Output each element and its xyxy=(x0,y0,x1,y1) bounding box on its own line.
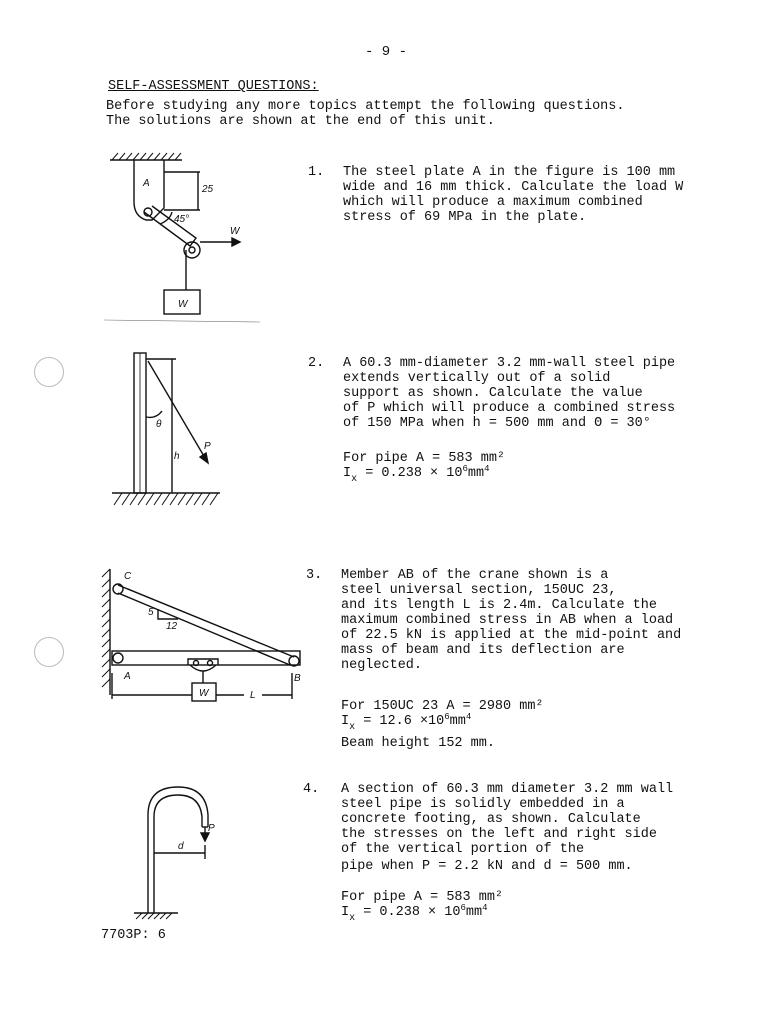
property-ix: $I_x = 0.238 \times 10^6mm^4$ xyxy=(343,464,490,485)
section-heading: SELF-ASSESSMENT QUESTIONS: xyxy=(108,79,319,94)
fig2-label-height: h xyxy=(174,451,180,462)
question-line: stress of 69 MPa in the plate. xyxy=(343,210,587,225)
fig1-label-dim: 25 xyxy=(202,184,214,195)
question-line: of 22.5 kN is applied at the mid-point and xyxy=(341,628,682,643)
page-number: - 9 - xyxy=(365,44,408,60)
property-ix: $I_x = 0.238 \times 10^6mm^4$ xyxy=(341,903,488,924)
question-number: 1. xyxy=(308,165,325,180)
question-2-properties xyxy=(343,451,506,485)
punch-hole-bottom xyxy=(34,637,64,667)
question-1-text xyxy=(343,165,683,225)
fig3-label-12: 12 xyxy=(166,621,178,632)
fig4-label-force: P xyxy=(208,823,215,834)
property-line: For pipe A = 583 mm² xyxy=(341,890,504,905)
fig2-label-angle: θ xyxy=(156,419,162,430)
figure-q2-pipe-support xyxy=(108,345,238,520)
question-number: 2. xyxy=(308,356,325,371)
question-4-text xyxy=(341,782,673,874)
property-line: For 150UC 23 A = 2980 mm² xyxy=(341,699,544,714)
fig1-label-a: A xyxy=(143,178,150,189)
question-number: 4. xyxy=(303,782,320,797)
question-line: Member AB of the crane shown is a xyxy=(341,568,609,583)
figure-q1-plate-load xyxy=(100,150,280,330)
question-line: concrete footing, as shown. Calculate xyxy=(341,812,641,827)
footer-code: 7703P: 6 xyxy=(101,928,166,943)
fig1-label-weight: W xyxy=(178,299,188,310)
question-line: support as shown. Calculate the value xyxy=(343,386,643,401)
property-ix: $I_x = 12.6 \times 10^6mm^4$ xyxy=(341,712,472,733)
question-line: of the vertical portion of the xyxy=(341,842,585,857)
punch-hole-top xyxy=(34,357,64,387)
fig2-label-force: P xyxy=(204,441,211,452)
question-line: The steel plate A in the figure is 100 mm xyxy=(343,165,676,180)
property-line: For pipe A = 583 mm² xyxy=(343,451,506,466)
question-line: A 60.3 mm-diameter 3.2 mm-wall steel pipe xyxy=(343,356,676,371)
question-line: extends vertically out of a solid xyxy=(343,371,611,386)
fig3-label-c: C xyxy=(124,571,132,582)
fig3-label-a: A xyxy=(124,671,131,682)
question-line: maximum combined stress in AB when a load xyxy=(341,613,674,628)
question-3-properties xyxy=(341,699,544,751)
fig3-label-w: W xyxy=(199,688,209,699)
question-line: steel universal section, 150UC 23, xyxy=(341,583,617,598)
fig1-label-force: W xyxy=(230,226,240,237)
fig3-label-l: L xyxy=(250,690,256,701)
property-line: Beam height 152 mm. xyxy=(341,736,495,751)
fig4-label-d: d xyxy=(178,841,184,852)
question-line: neglected. xyxy=(341,658,423,673)
question-3-text xyxy=(341,568,681,673)
question-4-properties xyxy=(341,890,504,924)
question-line: mass of beam and its deflection are xyxy=(341,643,625,658)
question-line: steel pipe is solidly embedded in a xyxy=(341,797,625,812)
figure-q4-bent-pipe xyxy=(128,775,228,925)
question-number: 3. xyxy=(306,568,323,583)
fig3-label-b: B xyxy=(294,673,301,684)
question-line: of 150 MPa when h = 500 mm and Θ = 30° xyxy=(343,416,651,431)
question-line: and its length L is 2.4m. Calculate the xyxy=(341,598,657,613)
question-2-text xyxy=(343,356,675,431)
intro-paragraph xyxy=(106,99,624,129)
intro-line: Before studying any more topics attempt the following questions. xyxy=(106,99,625,114)
question-line: the stresses on the left and right side xyxy=(341,827,657,842)
intro-line: The solutions are shown at the end of this unit. xyxy=(106,114,495,129)
fig1-label-angle: 45° xyxy=(174,214,190,225)
question-line: A section of 60.3 mm diameter 3.2 mm wall xyxy=(341,782,674,797)
figure-q3-crane xyxy=(98,565,308,710)
fig3-label-5: 5 xyxy=(148,607,154,618)
question-line: wide and 16 mm thick. Calculate the load W xyxy=(343,180,684,195)
question-line: pipe when P = 2.2 kN and d = 500 mm. xyxy=(341,859,633,874)
question-line: which will produce a maximum combined xyxy=(343,195,643,210)
question-line: of P which will produce a combined stress xyxy=(343,401,676,416)
